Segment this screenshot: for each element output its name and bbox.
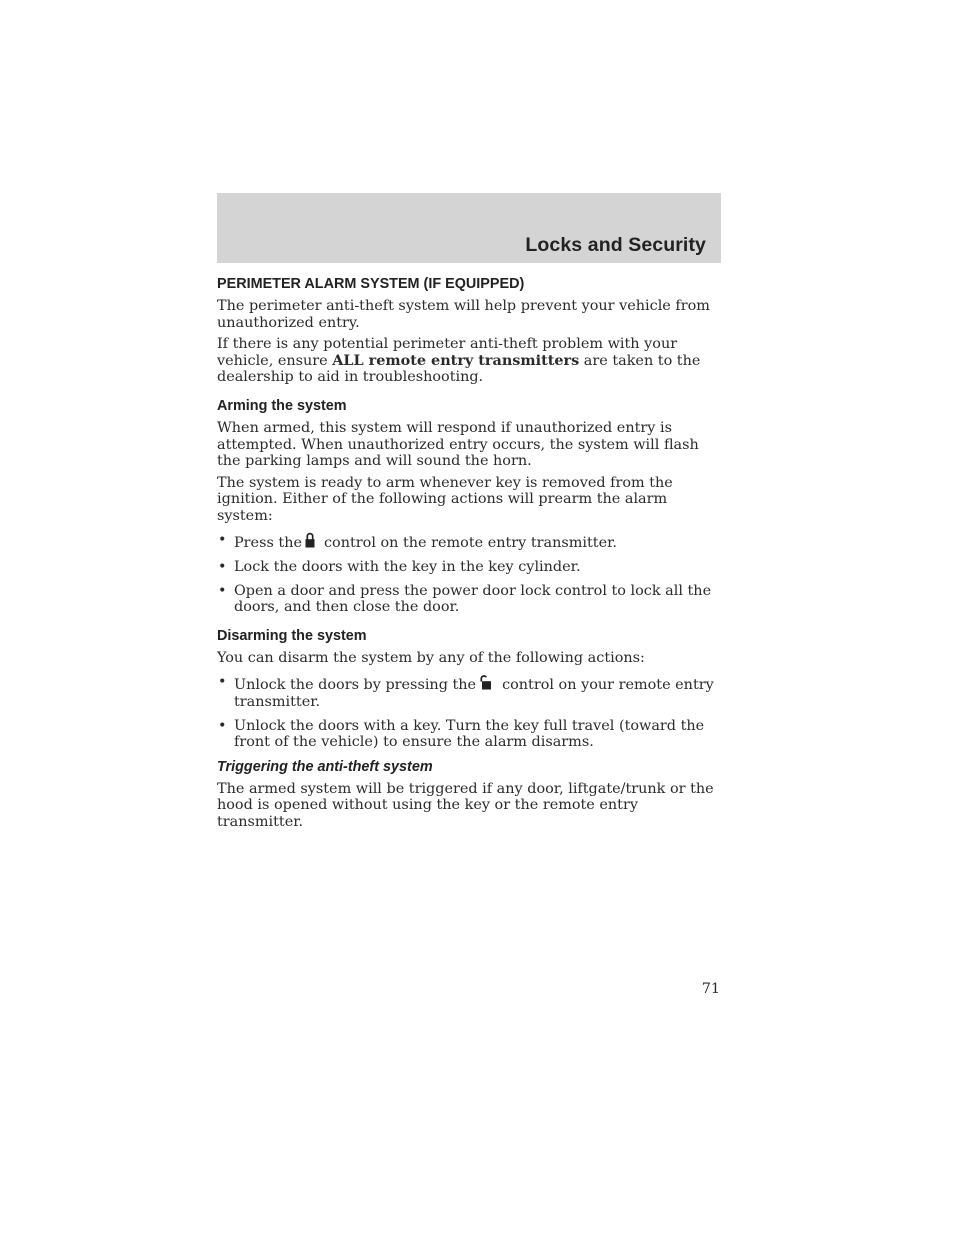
section-title: PERIMETER ALARM SYSTEM (IF EQUIPPED): [217, 276, 525, 292]
bullet-dot: •: [218, 717, 227, 734]
list-item: [217, 718, 722, 751]
disarming-heading: Disarming the system: [217, 627, 367, 644]
intro-paragraph: The perimeter anti-theft system will help prevent your vehicle from unauthorized entry.: [217, 298, 710, 331]
chapter-title: Locks and Security: [525, 234, 706, 256]
page-number: 71: [701, 981, 720, 997]
list-item: [217, 532, 722, 553]
bullet-text-post: control on your remote entry transmitter.: [234, 676, 714, 711]
list-item: [217, 674, 722, 711]
bullet-text-pre: Press the: [234, 534, 302, 551]
note-text-post: are taken to the dealership to aid in troubleshooting.: [217, 352, 701, 386]
bullet-text-pre: Unlock the doors by pressing the: [234, 676, 477, 693]
disarming-paragraph: You can disarm the system by any of the following actions:: [217, 649, 645, 666]
bullet-text: Lock the doors with the key in the key cylinder.: [234, 559, 581, 576]
bullet-dot: •: [218, 559, 227, 576]
page-content: [217, 276, 722, 831]
arming-paragraph-1: When armed, this system will respond if unauthorized entry is attempted. When unauthorized entry occurs, the system will flash the parking lamps and will sound the horn.: [217, 419, 699, 470]
transmitter-note-paragraph: [217, 336, 722, 386]
unlock-icon: [479, 674, 493, 695]
section-header-bar: [217, 193, 721, 263]
bullet-text: Open a door and press the power door lock control to lock all the doors, and then close the door.: [234, 582, 712, 616]
note-text-pre: If there is any potential perimeter anti-theft problem with your vehicle, ensure: [217, 336, 678, 369]
list-item: [217, 559, 722, 576]
arming-heading: Arming the system: [217, 397, 347, 414]
bullet-dot: •: [218, 531, 227, 548]
arming-paragraph-2: The system is ready to arm whenever key is removed from the ignition. Either of the following actions will prearm the alarm system:: [217, 474, 673, 524]
bullet-dot: •: [218, 673, 227, 690]
lock-icon: [305, 532, 315, 553]
list-item: [217, 583, 722, 616]
bullet-text: Unlock the doors with a key. Turn the key full travel (toward the front of the vehicle) to ensure the alarm disarms.: [234, 717, 705, 751]
note-text-bold: ALL remote entry transmitters: [332, 351, 580, 369]
triggering-paragraph: The armed system will be triggered if any door, liftgate/trunk or the hood is opened without using the key or the remote entry transmitter.: [217, 780, 714, 831]
triggering-heading: Triggering the anti-theft system: [217, 758, 433, 775]
bullet-dot: •: [218, 582, 227, 599]
arming-bullet-list: [217, 532, 722, 616]
bullet-text-post: control on the remote entry transmitter.: [324, 534, 617, 551]
disarming-bullet-list: [217, 674, 722, 751]
